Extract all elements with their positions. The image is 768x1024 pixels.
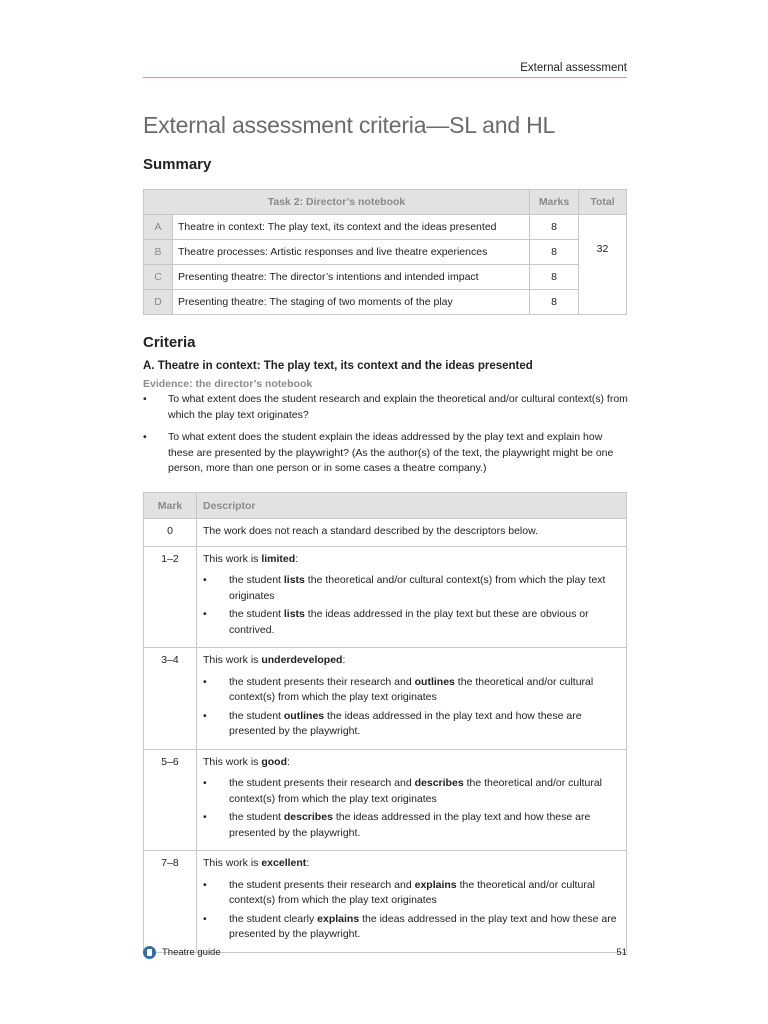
item-keyword: describes: [283, 811, 333, 823]
band-mark: 1–2: [144, 546, 197, 648]
criterion-code: A: [144, 215, 173, 240]
bullet: •: [143, 431, 147, 443]
item-post: the theoretical and/or cultural context(s) from which the play text originates: [229, 878, 595, 906]
footer-guide-title: Theatre guide: [162, 947, 221, 958]
band-colon: :: [287, 755, 290, 768]
header-rule: [143, 77, 627, 78]
item-post: the theoretical and/or cultural context(s) from which the play text originates: [229, 675, 594, 703]
bullet: •: [203, 574, 207, 586]
table-row: [144, 265, 627, 290]
item-pre: the student presents their research and: [229, 878, 415, 891]
list-item: [203, 810, 620, 841]
band-descriptor: The work does not reach a standard described by the descriptors below.: [197, 519, 627, 547]
list-item: [143, 392, 629, 423]
criterion-marks: 8: [530, 215, 579, 240]
band-lead: This work is: [203, 857, 262, 869]
band-mark: 0: [144, 519, 197, 547]
table-row: [144, 851, 627, 953]
summary-header-row: [144, 190, 627, 215]
table-row: [144, 749, 627, 851]
criterion-code: B: [144, 240, 173, 265]
item-keyword: lists: [283, 608, 305, 620]
list-item: [143, 430, 629, 477]
summary-total: 32: [579, 215, 627, 315]
summary-col-marks: Marks: [530, 190, 579, 215]
question-text: To what extent does the student research and explain the theoretical and/or cultural context(s) from which the play text originates?: [168, 393, 628, 421]
markband-table: [143, 492, 627, 953]
descriptor-list: [203, 573, 620, 638]
item-post: the ideas addressed in the play text but these are obvious or contrived.: [229, 608, 589, 636]
list-item: [203, 776, 620, 807]
running-header: External assessment: [520, 62, 627, 74]
criterion-a-title: A. Theatre in context: The play text, its context and the ideas presented: [143, 360, 533, 372]
band-colon: :: [342, 654, 346, 666]
item-pre: the student: [229, 608, 284, 620]
item-post: the ideas addressed in the play text and how these are presented by the playwright.: [229, 811, 591, 839]
band-lead: This work is: [203, 552, 262, 565]
criterion-desc: Theatre in context: The play text, its context and the ideas presented: [173, 215, 530, 240]
list-item: [203, 675, 620, 706]
item-keyword: describes: [414, 777, 464, 789]
summary-heading: Summary: [143, 156, 212, 173]
item-pre: the student presents their research and: [229, 675, 415, 688]
item-keyword: lists: [283, 574, 305, 586]
criterion-marks: 8: [530, 265, 579, 290]
summary-col-total: Total: [579, 190, 627, 215]
bullet: •: [203, 912, 207, 925]
question-list: [143, 392, 629, 484]
item-pre: the student: [229, 811, 284, 823]
bullet: •: [203, 709, 207, 722]
table-row: [144, 546, 627, 648]
band-descriptor: [197, 749, 627, 851]
band-colon: :: [306, 857, 310, 869]
table-row: [144, 215, 627, 240]
criteria-heading: Criteria: [143, 334, 196, 351]
item-pre: the student: [229, 709, 284, 722]
page-title: External assessment criteria—SL and HL: [143, 112, 556, 138]
item-pre: the student: [229, 574, 284, 586]
bullet: •: [203, 878, 207, 891]
question-text: To what extent does the student explain the ideas addressed by the play text and explain how these are presented by the playwright? (As the author(s) of the text, the playwright might be one person, more than one person or in some cases a theatre company.): [168, 431, 614, 474]
list-item: [203, 912, 620, 943]
item-keyword: explains: [317, 912, 360, 925]
table-row: [144, 519, 627, 547]
table-row: [144, 240, 627, 265]
band-mark: 5–6: [144, 749, 197, 851]
criterion-desc: Presenting theatre: The director’s intentions and intended impact: [173, 265, 530, 290]
band-colon: :: [295, 552, 299, 565]
band-descriptor: [197, 648, 627, 750]
criterion-desc: Presenting theatre: The staging of two moments of the play: [173, 290, 530, 315]
band-mark: 3–4: [144, 648, 197, 750]
item-keyword: outlines: [414, 675, 455, 688]
band-mark: 7–8: [144, 851, 197, 953]
criterion-marks: 8: [530, 290, 579, 315]
evidence-label: Evidence: the director’s notebook: [143, 378, 313, 390]
item-post: the ideas addressed in the play text and how these are presented by the playwright.: [229, 709, 582, 737]
item-keyword: explains: [414, 878, 457, 891]
descriptor-list: [203, 878, 620, 943]
descriptor-list: [203, 675, 620, 740]
ib-logo-icon: [143, 946, 156, 959]
band-level: underdeveloped: [261, 654, 343, 666]
criterion-marks: 8: [530, 240, 579, 265]
item-post: the theoretical and/or cultural context(s) from which the play text originates: [229, 574, 606, 602]
bullet: •: [203, 608, 207, 620]
band-lead: This work is: [203, 755, 262, 768]
table-row: [144, 290, 627, 315]
bullet: •: [203, 777, 207, 789]
criterion-code: D: [144, 290, 173, 315]
footer-guide: [143, 946, 221, 959]
band-level: excellent: [261, 857, 307, 869]
item-post: the theoretical and/or cultural context(s) from which the play text originates: [229, 777, 602, 805]
criterion-code: C: [144, 265, 173, 290]
table-row: [144, 648, 627, 750]
bullet: •: [203, 811, 207, 823]
list-item: [203, 607, 620, 638]
list-item: [203, 709, 620, 740]
markband-col-mark: Mark: [144, 493, 197, 519]
list-item: [203, 573, 620, 604]
item-post: the ideas addressed in the play text and how these are presented by the playwright.: [229, 912, 617, 940]
list-item: [203, 878, 620, 909]
band-level: good: [261, 755, 287, 768]
bullet: •: [203, 675, 207, 688]
band-descriptor: [197, 546, 627, 648]
summary-col-task: Task 2: Director’s notebook: [144, 190, 530, 215]
bullet: •: [143, 393, 147, 405]
band-lead: This work is: [203, 654, 262, 666]
band-descriptor: [197, 851, 627, 953]
summary-table: [143, 189, 627, 315]
criterion-desc: Theatre processes: Artistic responses and live theatre experiences: [173, 240, 530, 265]
item-keyword: outlines: [283, 709, 325, 722]
markband-col-descriptor: Descriptor: [197, 493, 627, 519]
band-level: limited: [261, 552, 296, 565]
item-pre: the student clearly: [229, 912, 318, 925]
page-number: 51: [616, 947, 627, 958]
markband-header-row: [144, 493, 627, 519]
descriptor-list: [203, 776, 620, 841]
item-pre: the student presents their research and: [229, 777, 415, 789]
